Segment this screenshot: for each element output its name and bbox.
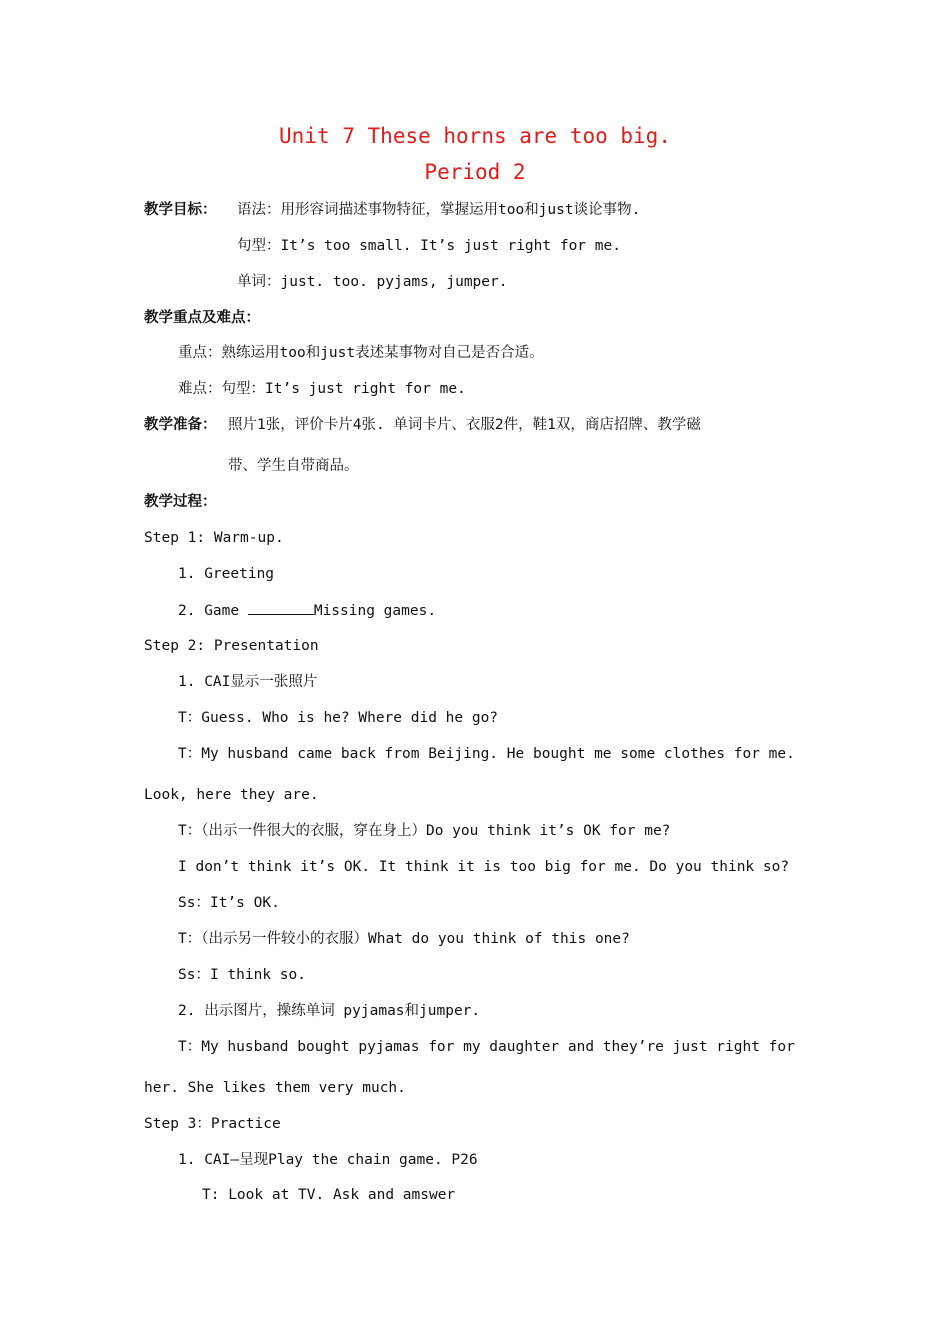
step-3-item-1: 1. CAI—呈现Play the chain game. P26 (178, 1152, 478, 1168)
document-title: Unit 7 These horns are too big. (279, 124, 671, 148)
step-2-teacher-3-cont: I don’t think it’s OK. It think it is too big for me. Do you think so? (178, 859, 790, 875)
step-2-teacher-4: T：（出示另一件较小的衣服）What do you think of this one? (178, 931, 630, 947)
step-2-students-2: Ss：I think so. (178, 967, 306, 983)
step-2-teacher-5-cont: her. She likes them very much. (144, 1080, 406, 1096)
step-2-teacher-5: T：My husband bought pyjamas for my daughter and they’re just right for (178, 1039, 795, 1055)
step-3-heading: Step 3：Practice (144, 1116, 281, 1132)
preparation-text-1: 照片1张，评价卡片4张. 单词卡片、衣服2件，鞋1双，商店招牌、教学磁 (228, 417, 701, 433)
preparation-text-2: 带、学生自带商品。 (228, 458, 359, 474)
step-2-teacher-3: T：（出示一件很大的衣服，穿在身上）Do you think it’s OK for me? (178, 823, 671, 839)
step-2-teacher-1: T：Guess. Who is he? Where did he go? (178, 710, 499, 726)
step-2-teacher-2-cont: Look, here they are. (144, 787, 319, 803)
step-1-item-2-suffix: Missing games. (313, 603, 437, 619)
process-label: 教学过程： (144, 494, 217, 510)
objectives-grammar: 语法：用形容词描述事物特征，掌握运用too和just谈论事物. (237, 202, 641, 218)
step-3-teacher-1: T: Look at TV. Ask and amswer (202, 1187, 456, 1203)
objectives-words: 单词：just. too. pyjams, jumper. (237, 274, 508, 290)
step-2-heading: Step 2: Presentation (144, 638, 319, 654)
fill-in-blank (248, 600, 314, 615)
keypoints-label: 教学重点及难点： (144, 310, 260, 326)
step-2-teacher-2: T：My husband came back from Beijing. He bought me some clothes for me. (178, 746, 795, 762)
keypoints-focus: 重点：熟练运用too和just表述某事物对自己是否合适。 (178, 345, 544, 361)
preparation-label: 教学准备： (144, 417, 217, 433)
period-title: Period 2 (424, 160, 526, 184)
step-2-students-1: Ss：It’s OK. (178, 895, 280, 911)
step-1-item-2-prefix: 2. Game (178, 603, 248, 619)
step-1-item-1: 1. Greeting (178, 566, 275, 582)
step-1-heading: Step 1: Warm-up. (144, 530, 284, 546)
objectives-label: 教学目标： (144, 202, 217, 218)
keypoints-difficulty: 难点：句型：It’s just right for me. (178, 381, 466, 397)
step-2-item-2: 2. 出示图片，操练单词 pyjamas和jumper. (178, 1003, 481, 1019)
objectives-sentence: 句型：It’s too small. It’s just right for me. (237, 238, 621, 254)
step-1-item-2 (178, 600, 436, 621)
step-2-item-1: 1. CAI显示一张照片 (178, 674, 318, 690)
